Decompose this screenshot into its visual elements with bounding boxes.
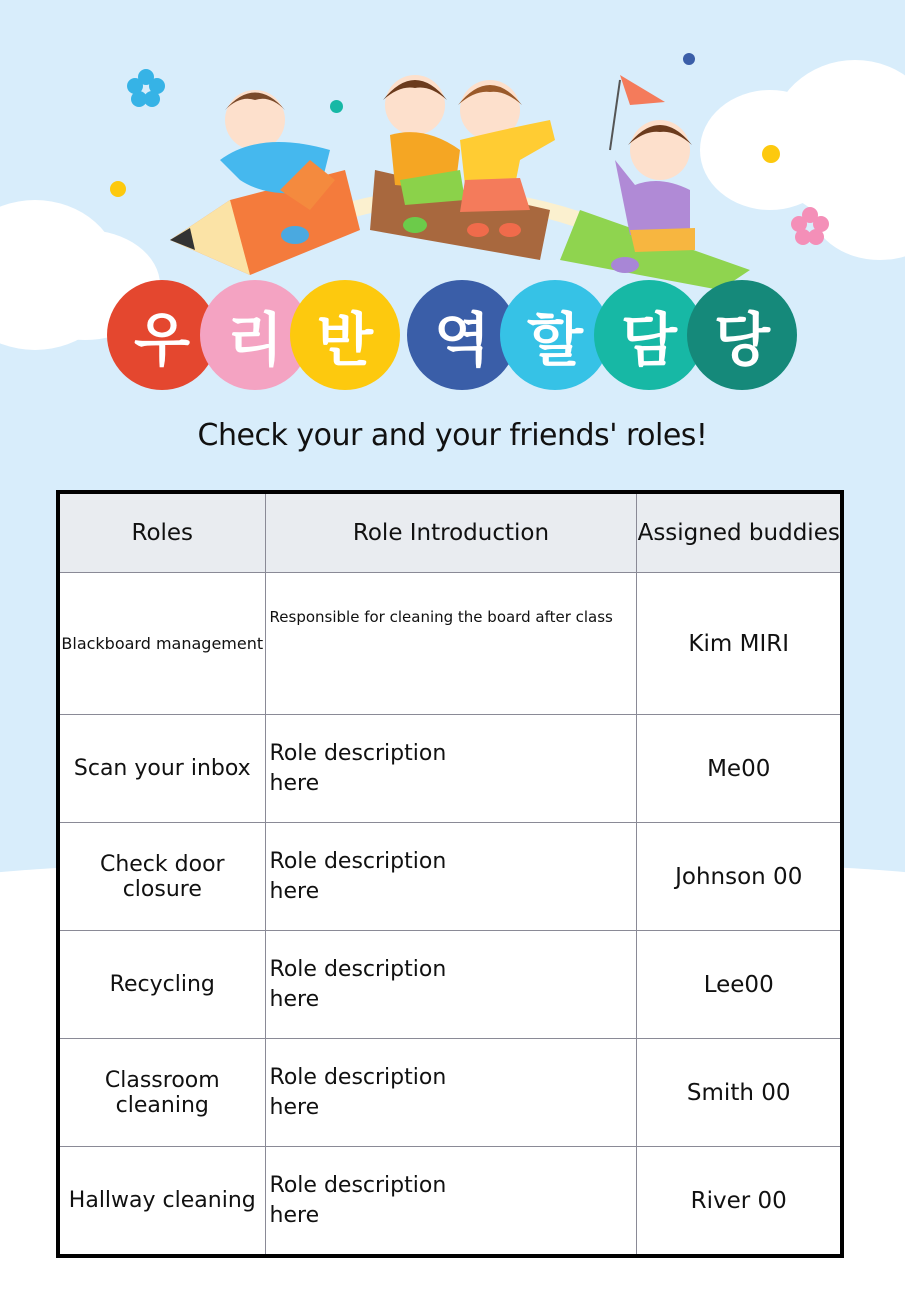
role-cell: Recycling xyxy=(58,931,265,1039)
intro-cell xyxy=(265,931,637,1039)
table-header-row xyxy=(58,492,842,573)
table-row xyxy=(58,1147,842,1257)
flag-icon xyxy=(620,75,665,105)
dot-yellow-right-icon xyxy=(762,145,780,163)
header-role-introduction: Role Introduction xyxy=(265,492,637,573)
intro-text: Role description here xyxy=(269,740,447,796)
table-row xyxy=(58,573,842,715)
dot-yellow-icon xyxy=(110,181,126,197)
buddy-cell: Lee00 xyxy=(637,931,842,1039)
kids-on-pencils-illustration xyxy=(160,60,760,290)
subtitle: Check your and your friends' roles! xyxy=(197,418,708,453)
table-row xyxy=(58,715,842,823)
buddy-cell: River 00 xyxy=(637,1147,842,1257)
roles-table xyxy=(56,490,844,1258)
buddy-cell: Kim MIRI xyxy=(637,573,842,715)
title-char-circle: 당 xyxy=(687,280,797,390)
buddy-cell: Smith 00 xyxy=(637,1039,842,1147)
role-cell: Classroom cleaning xyxy=(58,1039,265,1147)
intro-text: Role description here xyxy=(269,956,447,1012)
role-cell: Check door closure xyxy=(58,823,265,931)
intro-cell xyxy=(265,1039,637,1147)
table-row xyxy=(58,1039,842,1147)
title-char-circle: 담 xyxy=(594,280,704,390)
intro-text: Role description here xyxy=(269,1172,447,1228)
flower-pink-icon xyxy=(790,206,830,246)
table-row xyxy=(58,931,842,1039)
page-title xyxy=(107,280,807,390)
title-char-circle: 할 xyxy=(500,280,610,390)
intro-cell xyxy=(265,715,637,823)
buddy-cell: Johnson 00 xyxy=(637,823,842,931)
intro-cell xyxy=(265,1147,637,1257)
buddy-cell: Me00 xyxy=(637,715,842,823)
intro-cell xyxy=(265,573,637,715)
intro-cell xyxy=(265,823,637,931)
intro-text: Responsible for cleaning the board after class xyxy=(269,608,613,626)
header-assigned-buddies: Assigned buddies xyxy=(637,492,842,573)
role-cell: Hallway cleaning xyxy=(58,1147,265,1257)
title-char-circle: 리 xyxy=(200,280,310,390)
header-roles: Roles xyxy=(58,492,265,573)
role-cell: Scan your inbox xyxy=(58,715,265,823)
intro-text: Role description here xyxy=(269,848,447,904)
role-cell: Blackboard management xyxy=(58,573,265,715)
title-char-circle: 역 xyxy=(407,280,517,390)
table-row xyxy=(58,823,842,931)
intro-text: Role description here xyxy=(269,1064,447,1120)
title-char-circle: 반 xyxy=(290,280,400,390)
title-char-circle: 우 xyxy=(107,280,217,390)
